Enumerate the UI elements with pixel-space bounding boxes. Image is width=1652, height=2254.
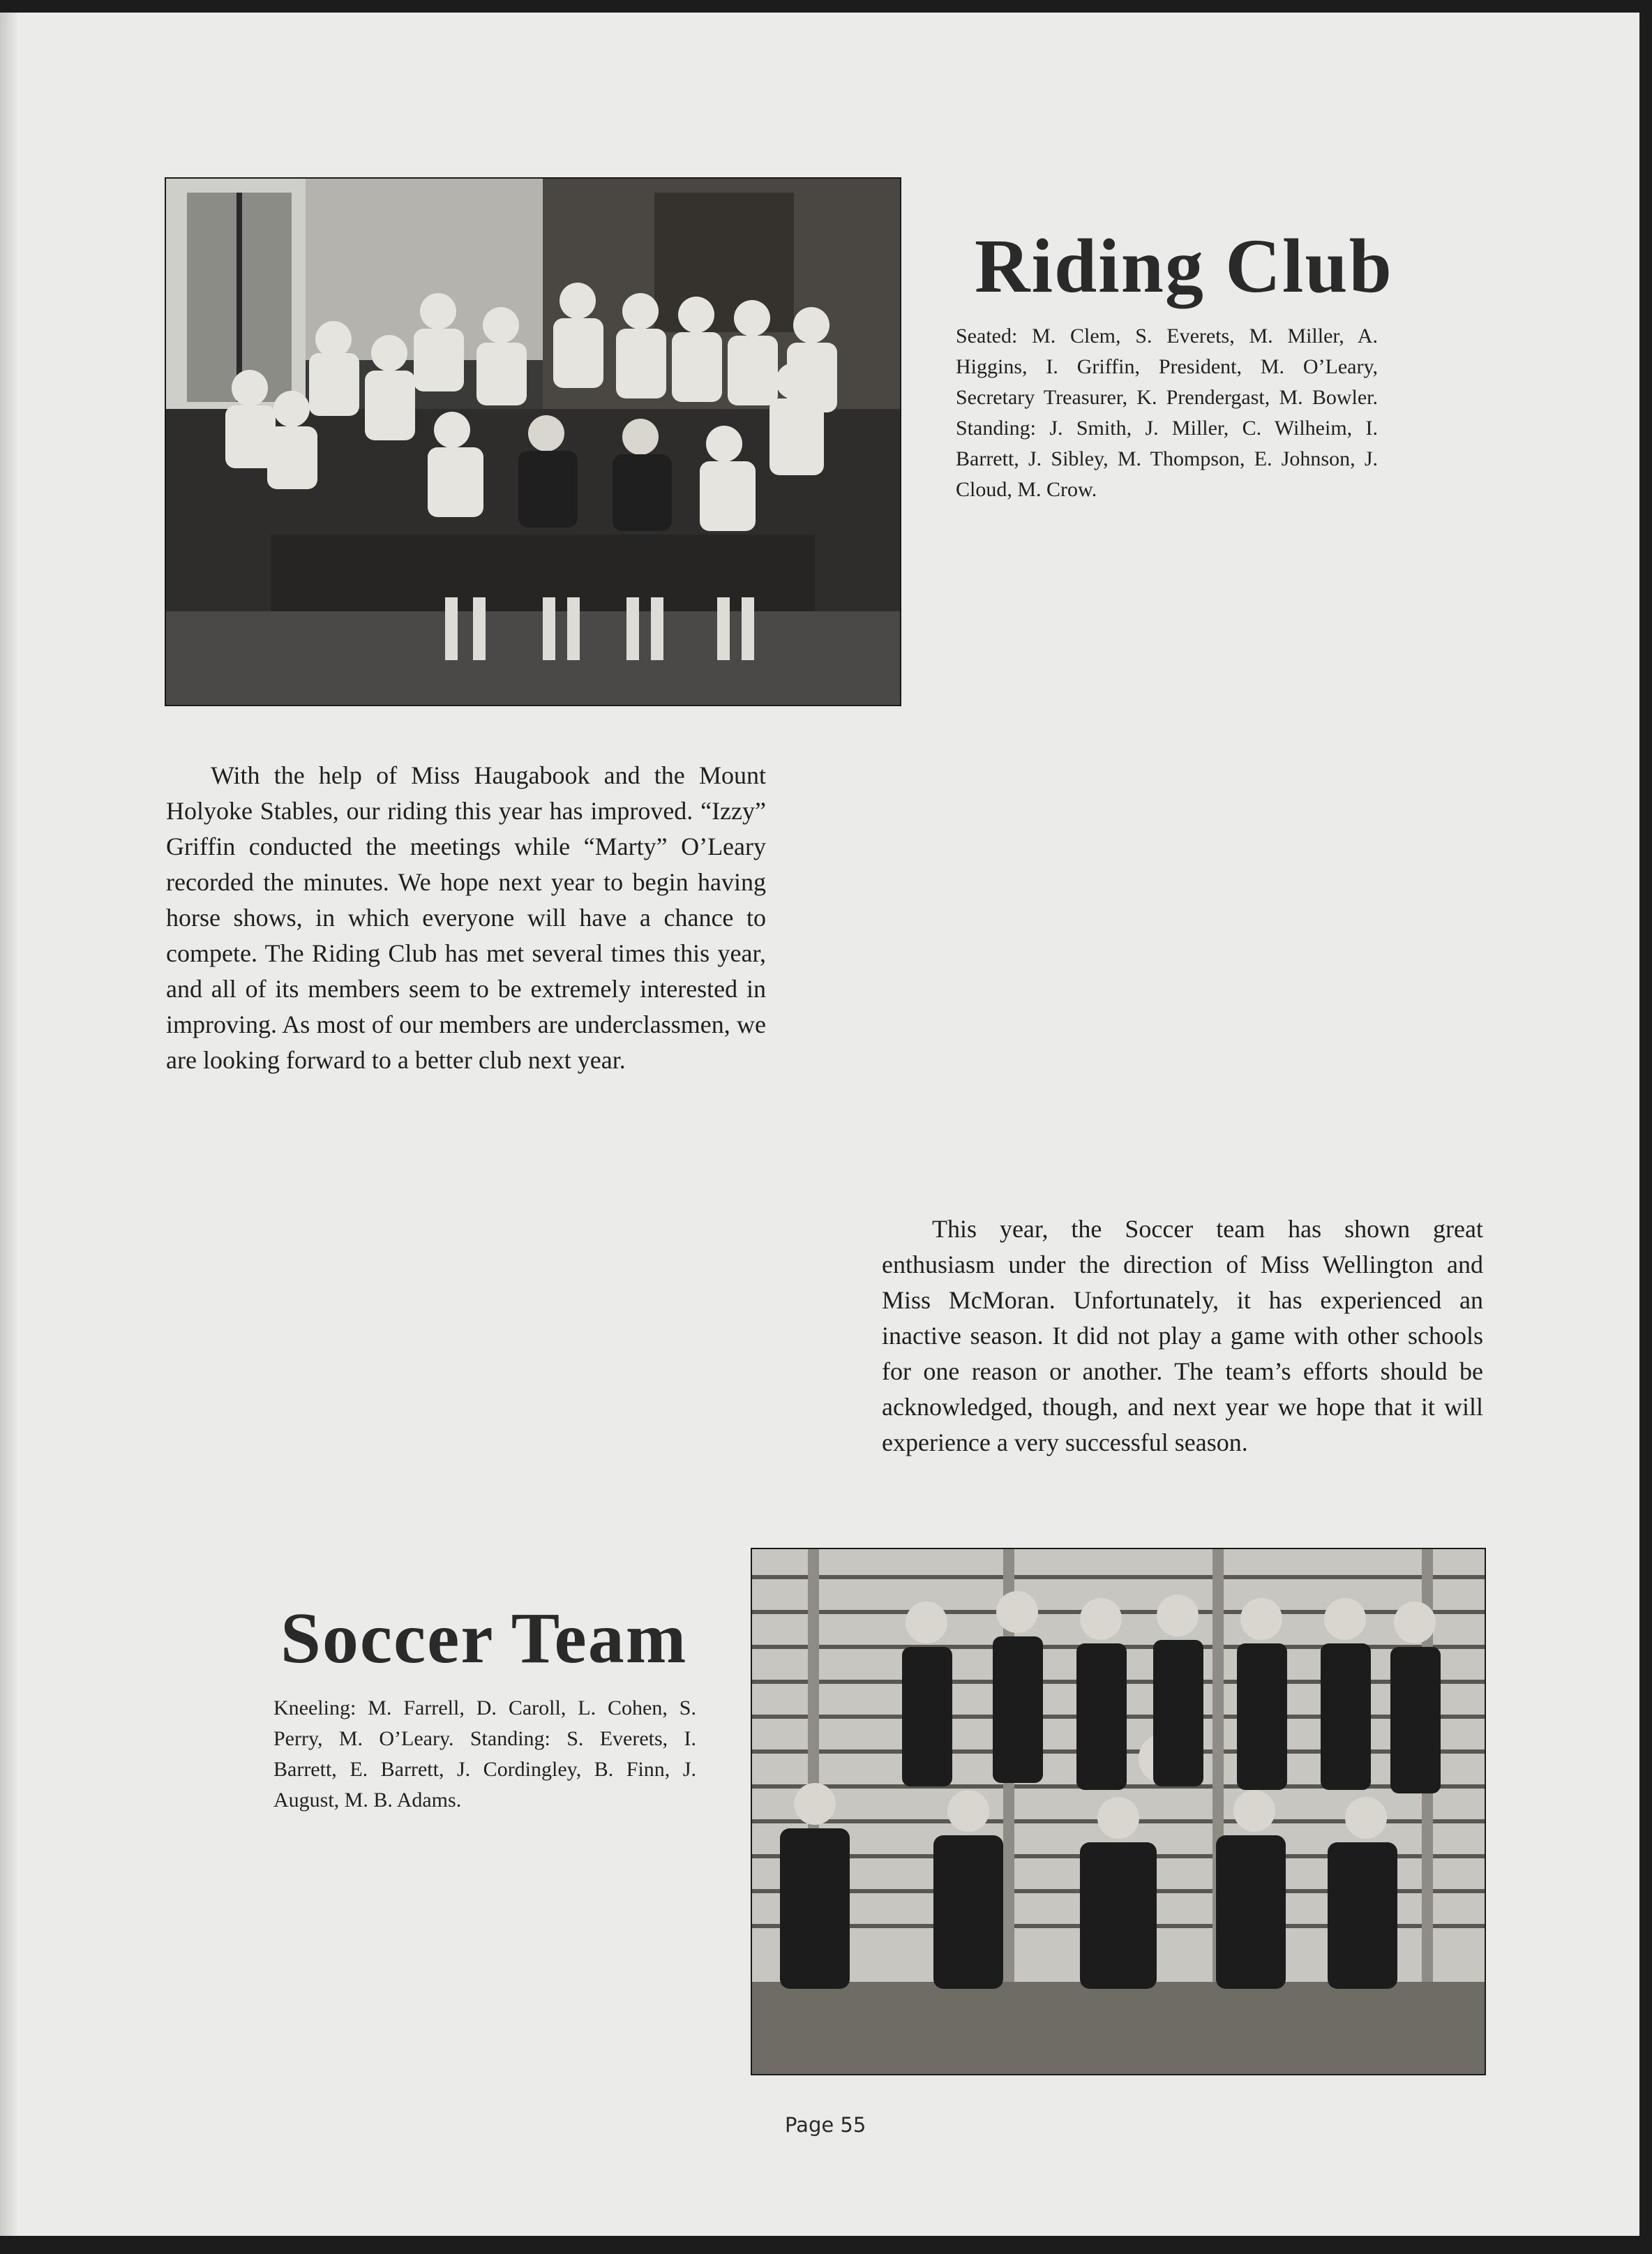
- riding-club-title: Riding Club: [975, 223, 1393, 308]
- yearbook-page: [0, 13, 1639, 2236]
- riding-club-photo: [165, 177, 901, 706]
- page-number: Page 55: [785, 2113, 866, 2137]
- soccer-team-caption: Kneeling: M. Farrell, D. Caroll, L. Cohen, S. Perry, M. O’Leary. Standing: S. Everets, I. Barrett, E. Barrett, J. Cordingley, B. Finn, J. August, M. B. Adams.: [273, 1696, 696, 1812]
- soccer-team-body-text: [882, 1211, 1483, 1461]
- soccer-team-title: Soccer Team: [280, 1598, 688, 1678]
- riding-club-caption: Seated: M. Clem, S. Everets, M. Miller, A. Higgins, I. Griffin, President, M. O’Leary, Secretary Treasurer, K. Prendergast, M. Bowler. Standing: J. Smith, J. Miller, C. Wilheim, I. Barrett, J. Sibley, M. Thompson, E. Johnson, J. Cloud, M. Crow.: [956, 324, 1378, 501]
- riding-club-body-text: [166, 758, 766, 1078]
- riding-club-body-copy: With the help of Miss Haugabook and the Mount Holyoke Stables, our riding this year has improved. “Izzy” Griffin conducted the meetings while “Marty” O’Leary recorded the minutes. We hope next year to begin having horse shows, in which everyone will have a chance to compete. The Riding Club has met several times this year, and all of its members seem to be extremely interested in improving. As most of our members are underclassmen, we are looking forward to a better club next year.: [166, 761, 766, 1074]
- soccer-team-body-copy: This year, the Soccer team has shown great enthusiasm under the direction of Miss Wellington and Miss McMoran. Unfortunately, it has experienced an inactive season. It did not play a game with other schools for one reason or another. The team’s efforts should be acknowledged, though, and next year we hope that it will experience a very successful season.: [882, 1215, 1483, 1456]
- soccer-team-photo: [751, 1548, 1486, 2075]
- page-binding-edge: [0, 13, 17, 2236]
